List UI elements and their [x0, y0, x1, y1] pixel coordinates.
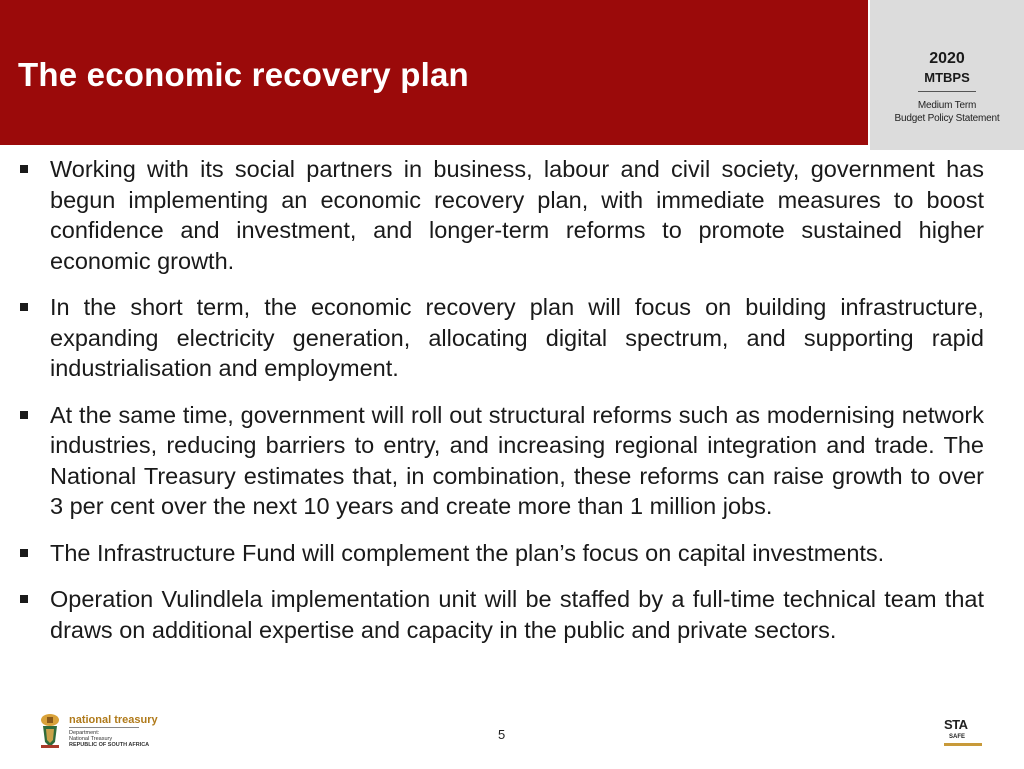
- mtbps-subtitle-line-1: Medium Term: [917, 100, 977, 111]
- bullet-text: At the same time, government will roll out structural reforms such as modernising network industries, reducing barriers to entry, and increasing regional integration and trade. The National Treasury estimates that, in combination, these reforms can raise growth to over 3 per cent over the next 10 years and create more than 1 million jobs.: [50, 401, 984, 519]
- sta-safe-text: SAFE: [949, 734, 966, 740]
- square-bullet-icon: [20, 411, 28, 419]
- page-number: 5: [498, 727, 506, 742]
- treasury-name: national treasury: [69, 714, 158, 726]
- sta-underline: [944, 743, 982, 746]
- treasury-line-2: National Treasury: [69, 736, 113, 742]
- bullet-text: In the short term, the economic recovery plan will focus on building infrastructure, expanding electricity generation, allocating digital spectrum, and supporting rapid industrialisation and employment.: [50, 294, 984, 381]
- bullet-item: [20, 400, 984, 522]
- bullet-item: [20, 154, 984, 276]
- coat-of-arms-icon: [38, 712, 62, 750]
- sta-safe-logo: [944, 717, 984, 749]
- bullet-list: [20, 154, 984, 661]
- bullet-item: [20, 584, 984, 645]
- slide-title: The economic recovery plan: [18, 56, 469, 93]
- mtbps-year: 2020: [929, 50, 965, 67]
- treasury-divider: [69, 727, 139, 728]
- bullet-text: Operation Vulindlela implementation unit will be staffed by a full-time technical team that draws on additional expertise and capacity in the public and private sectors.: [50, 586, 984, 643]
- bullet-item: [20, 292, 984, 384]
- square-bullet-icon: [20, 165, 28, 173]
- bullet-item: [20, 538, 984, 569]
- square-bullet-icon: [20, 303, 28, 311]
- treasury-line-1: Department:: [69, 730, 100, 736]
- mtbps-divider: [918, 91, 976, 92]
- bullet-text: The Infrastructure Fund will complement the plan’s focus on capital investments.: [50, 539, 885, 566]
- mtbps-abbreviation: MTBPS: [924, 70, 970, 85]
- square-bullet-icon: [20, 595, 28, 603]
- bullet-text: Working with its social partners in business, labour and civil society, government has begun implementing an economic recovery plan, with immediate measures to boost confidence and investment, and longer-term reforms to promote sustained higher economic growth.: [50, 156, 984, 274]
- treasury-line-3: REPUBLIC OF SOUTH AFRICA: [69, 742, 150, 748]
- title-banner: [0, 0, 868, 145]
- mtbps-badge: [870, 0, 1024, 150]
- sta-text: STA: [944, 717, 968, 732]
- mtbps-subtitle-line-2: Budget Policy Statement: [894, 113, 1000, 124]
- national-treasury-logo: [38, 712, 158, 752]
- square-bullet-icon: [20, 549, 28, 557]
